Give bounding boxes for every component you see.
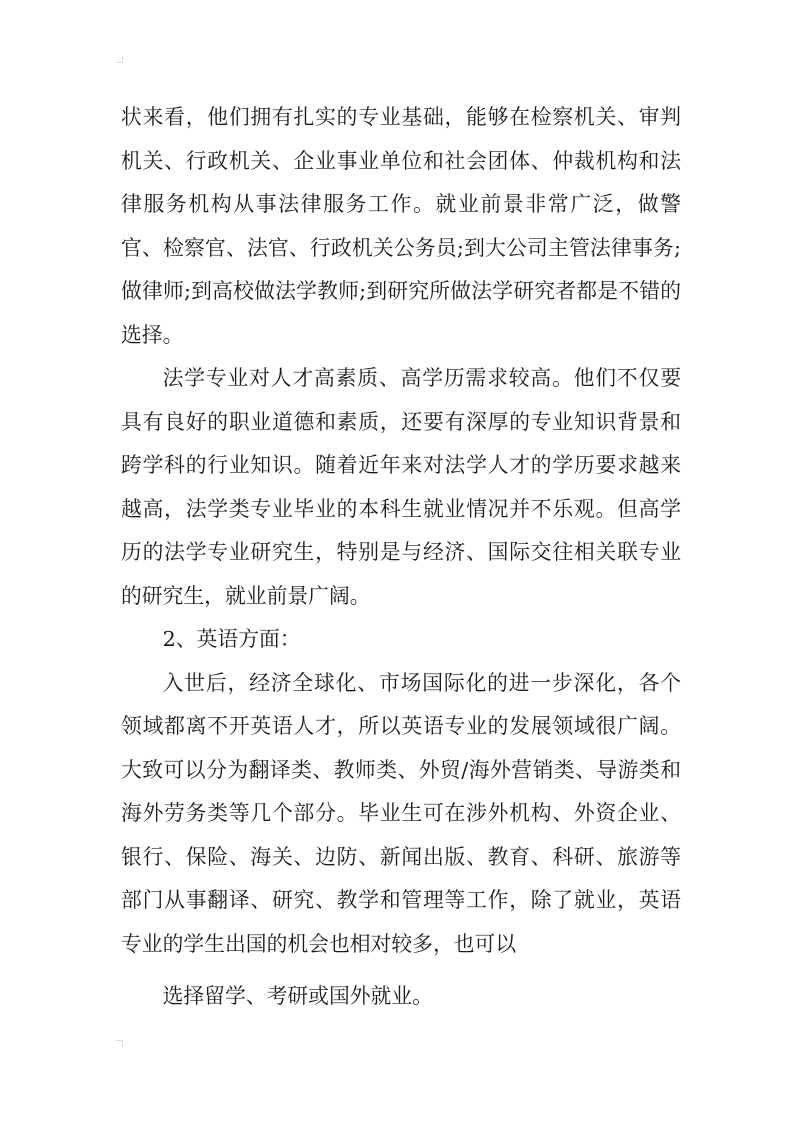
document-tail (121, 975, 681, 1019)
section-heading-english: 2、英语方面： (162, 627, 301, 651)
document-body (121, 96, 681, 966)
paragraph-english-career-scope: 入世后，经济全球化、市场国际化的进一步深化，各个领域都离不开英语人才，所以英语专业的发展领域很广阔。大致可以分为翻译类、教师类、外贸/海外营销类、导游类和海外劳务类等几个部分。毕业生可在涉外机构、外资企业、银行、保险、海关、边防、新闻出版、教育、科研、旅游等部门从事翻译、研究、教学和管理等工作，除了就业，英语专业的学生出国的机会也相对较多，也可以 (121, 670, 681, 956)
paragraph-legal-career-scope: 状来看，他们拥有扎实的专业基础，能够在检察机关、审判机关、行政机关、企业事业单位和社会团体、仲裁机构和法律服务机构从事法律服务工作。就业前景非常广泛，做警官、检察官、法官、行政机关公务员;到大公司主管法律事务;做律师;到高校做法学教师;到研究所做法学研究者都是不错的选择。 (121, 105, 681, 347)
page-corner-mark-top (116, 56, 123, 63)
paragraph-continuation: 选择留学、考研或国外就业。 (162, 984, 433, 1008)
page-corner-mark-bottom (116, 1040, 123, 1047)
paragraph-legal-talent-demand: 法学专业对人才高素质、高学历需求较高。他们不仅要具有良好的职业道德和素质，还要有深厚的专业知识背景和跨学科的行业知识。随着近年来对法学人才的学历要求越来越高，法学类专业毕业的本科生就业情况并不乐观。但高学历的法学专业研究生，特别是与经济、国际交往相关联专业的研究生，就业前景广阔。 (121, 366, 681, 608)
